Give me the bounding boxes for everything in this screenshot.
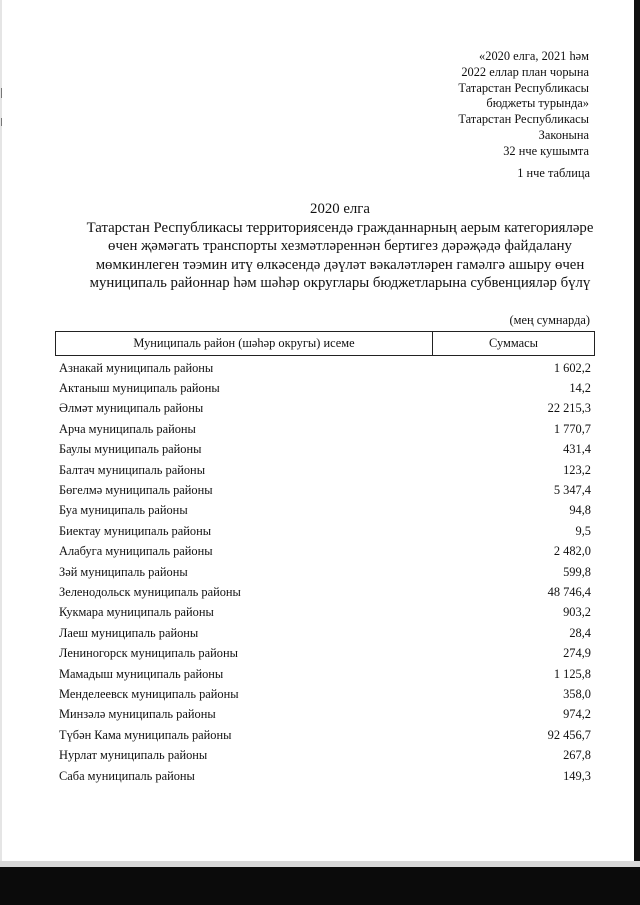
table-row: [59, 399, 591, 419]
district-name: Зеленодольск муниципаль районы: [59, 584, 241, 599]
district-name: Нурлат муниципаль районы: [59, 748, 208, 763]
table-row: [59, 684, 591, 704]
district-name: Арча муниципаль районы: [59, 421, 196, 436]
table-row: [59, 480, 591, 500]
district-name: Зәй муниципаль районы: [59, 564, 188, 579]
table-body: [59, 358, 591, 786]
table-row: [59, 501, 591, 521]
table-row: [59, 725, 591, 745]
appendix-number: 32 нче кушымта: [503, 143, 589, 158]
table-row: [59, 664, 591, 684]
table-row: [59, 419, 591, 439]
subvention-amount: 903,2: [563, 605, 591, 620]
subvention-amount: 1 125,8: [553, 666, 591, 681]
table-row: [59, 745, 591, 765]
subvention-amount: 5 347,4: [553, 483, 591, 498]
table-row: [59, 582, 591, 602]
table-row: [59, 705, 591, 725]
scan-bottom-border: [0, 867, 640, 905]
table-row: [59, 440, 591, 460]
district-name: Минзәлә муниципаль районы: [59, 707, 216, 722]
subvention-amount: 14,2: [569, 381, 591, 396]
district-name: Кукмара муниципаль районы: [59, 605, 214, 620]
district-name: Мамадыш муниципаль районы: [59, 666, 224, 681]
law-reference-line: «2020 елга, 2021 һәм: [479, 49, 589, 63]
scan-artifact: [1, 118, 2, 126]
title-text: Татарстан Республикасы территориясендә гражданнарның аерым категорияләре өчен җәмәгать транспорты хезмәтләреннән бертигез дәрәҗәдә файдалану мөмкинлеген тәэмин итү өлкәсендә дәүләт вәкаләтләрен гамәлгә ашыру өчен муниципаль районнар һәм шәһәр округлары бюджетларына субвенцияләр бүлү: [86, 219, 594, 292]
district-name: Биектау муниципаль районы: [59, 523, 212, 538]
scan-artifact: [1, 88, 2, 98]
law-reference-line: бюджеты турында»: [486, 96, 589, 111]
table-row: [59, 358, 591, 378]
district-name: Әлмәт муниципаль районы: [59, 401, 204, 416]
district-name: Түбән Кама муниципаль районы: [59, 727, 232, 742]
scan-right-border: [634, 0, 640, 905]
unit-note: (мең сумнарда): [509, 313, 590, 327]
table-row: [59, 562, 591, 582]
district-name: Лаеш муниципаль районы: [59, 625, 199, 640]
column-header-sum: Суммасы: [489, 336, 538, 350]
subvention-amount: 92 456,7: [547, 727, 591, 742]
district-name: Актаныш муниципаль районы: [59, 381, 220, 396]
table-header: [55, 331, 595, 356]
subvention-amount: 274,9: [563, 646, 591, 661]
law-reference-line: Татарстан Республикасы: [458, 80, 589, 95]
table-row: [59, 521, 591, 541]
subvention-amount: 358,0: [563, 686, 591, 701]
law-reference-block: [458, 49, 589, 160]
district-name: Азнакай муниципаль районы: [59, 360, 214, 375]
district-name: Саба муниципаль районы: [59, 768, 195, 783]
subvention-amount: 1 602,2: [553, 360, 591, 375]
subvention-amount: 123,2: [563, 462, 591, 477]
subvention-amount: 48 746,4: [547, 584, 591, 599]
scan-left-edge: [0, 0, 2, 905]
subvention-amount: 149,3: [563, 768, 591, 783]
table-row: [59, 643, 591, 663]
law-reference-line: Татарстан Республикасы: [458, 112, 589, 127]
subvention-amount: 2 482,0: [553, 544, 591, 559]
district-name: Буа муниципаль районы: [59, 503, 188, 518]
table-row: [59, 542, 591, 562]
subvention-amount: 431,4: [563, 442, 591, 457]
subvention-amount: 9,5: [575, 523, 591, 538]
subvention-amount: 22 215,3: [547, 401, 591, 416]
document-title: [80, 200, 600, 293]
subvention-amount: 267,8: [563, 748, 591, 763]
law-reference-line: Законына: [538, 127, 589, 142]
subvention-amount: 1 770,7: [553, 421, 591, 436]
table-row: [59, 460, 591, 480]
law-reference-line: 2022 еллар план чорына: [461, 64, 589, 79]
table-number: 1 нче таблица: [517, 166, 590, 180]
column-header-name: Муниципаль район (шәһәр округы) исеме: [56, 332, 433, 355]
table-row: [59, 603, 591, 623]
district-name: Менделеевск муниципаль районы: [59, 686, 239, 701]
district-name: Лениногорск муниципаль районы: [59, 646, 238, 661]
subvention-amount: 94,8: [569, 503, 591, 518]
district-name: Балтач муниципаль районы: [59, 462, 206, 477]
district-name: Баулы муниципаль районы: [59, 442, 202, 457]
table-row: [59, 378, 591, 398]
district-name: Бөгелмә муниципаль районы: [59, 483, 213, 498]
subvention-amount: 599,8: [563, 564, 591, 579]
subvention-amount: 28,4: [569, 625, 591, 640]
district-name: Алабуга муниципаль районы: [59, 544, 213, 559]
table-row: [59, 623, 591, 643]
table-row: [59, 766, 591, 786]
title-year: 2020 елга: [310, 201, 370, 217]
subvention-amount: 974,2: [563, 707, 591, 722]
